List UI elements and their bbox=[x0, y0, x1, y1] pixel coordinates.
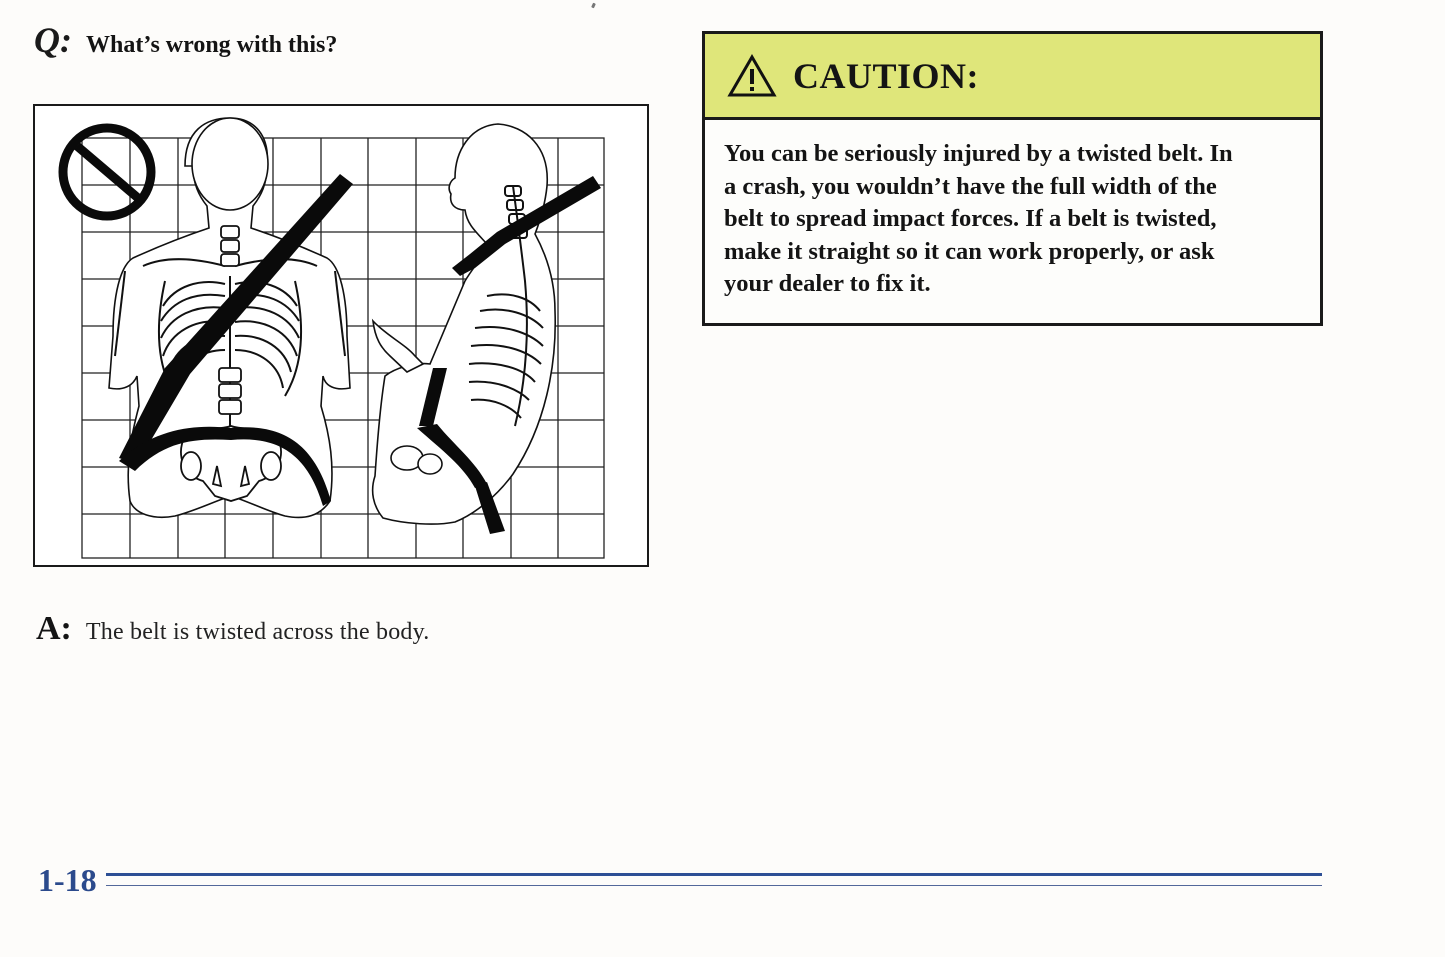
caution-line: your dealer to fix it. bbox=[724, 270, 931, 297]
warning-triangle-icon bbox=[727, 54, 777, 98]
answer-label: A: bbox=[36, 610, 72, 647]
answer bbox=[36, 612, 429, 646]
caution-title: CAUTION: bbox=[793, 55, 980, 96]
caution-line: belt to spread impact forces. If a belt is twisted, bbox=[724, 205, 1217, 232]
caution-body bbox=[705, 120, 1320, 301]
footer-rule-thin bbox=[106, 885, 1322, 886]
caution-line: a crash, you wouldn’t have the full width of the bbox=[724, 172, 1217, 200]
question-label: Q: bbox=[34, 20, 72, 60]
answer-text: The belt is twisted across the body. bbox=[85, 619, 430, 645]
page-footer bbox=[38, 862, 1323, 902]
caution-box bbox=[702, 31, 1323, 326]
question bbox=[34, 22, 337, 59]
footer-rule-thick bbox=[106, 873, 1322, 876]
no-symbol-icon bbox=[63, 128, 151, 216]
twisted-belt-illustration bbox=[33, 104, 649, 567]
page-number: 1-18 bbox=[38, 862, 97, 898]
caution-header bbox=[705, 34, 1320, 120]
scan-speck bbox=[591, 3, 596, 9]
question-text: What’s wrong with this? bbox=[86, 32, 338, 58]
caution-line: make it straight so it can work properly, or ask bbox=[724, 237, 1215, 265]
caution-line: You can be seriously injured by a twisted belt. In bbox=[724, 140, 1233, 167]
